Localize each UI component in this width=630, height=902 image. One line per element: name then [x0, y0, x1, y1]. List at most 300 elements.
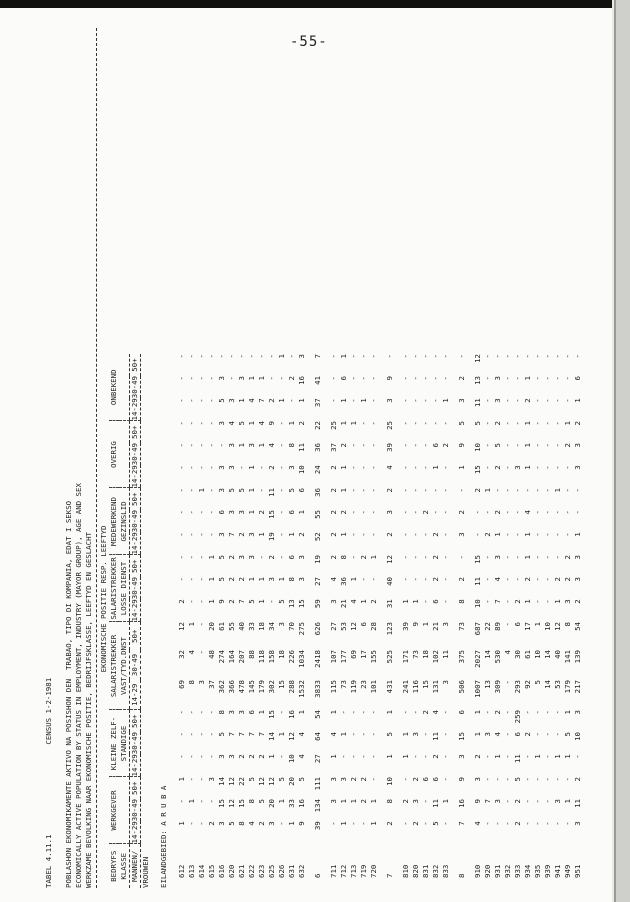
cell-value: - — [369, 376, 378, 381]
cell-value: - — [369, 732, 378, 737]
cell-value: - — [543, 777, 552, 782]
cell-value: - — [441, 488, 450, 493]
cell-value: 40 — [385, 577, 394, 586]
cell-value: 5 — [457, 421, 466, 426]
cell-value: 73 — [411, 650, 420, 659]
cell-value: 12 — [227, 777, 236, 786]
cell-value: 22 — [313, 421, 322, 430]
cell-value: - — [513, 376, 522, 381]
cell-value: - — [359, 532, 368, 537]
cell-value: - — [431, 354, 440, 359]
cell-value: - — [197, 599, 206, 604]
cell-value: 1 — [385, 754, 394, 759]
cell-value: - — [483, 510, 492, 515]
cell-value: - — [369, 510, 378, 515]
cell-value: - — [187, 577, 196, 582]
scan-right-edge — [614, 0, 630, 902]
cell-value: 1 — [177, 777, 186, 782]
table-row — [287, 354, 297, 888]
group-header: MEDEWERKEND — [109, 488, 119, 555]
cell-value: 8 — [217, 710, 226, 715]
cell-value: 4 — [385, 465, 394, 470]
cell-value: - — [503, 488, 512, 493]
cell-value: - — [197, 710, 206, 715]
cell-value: 2 — [329, 488, 338, 493]
cell-value: 3 — [573, 577, 582, 582]
cell-value: - — [359, 376, 368, 381]
cell-value: 2 — [267, 398, 276, 403]
cell-value: 1 — [563, 799, 572, 804]
cell-value: - — [543, 599, 552, 604]
cell-value: 302 — [267, 680, 276, 694]
cell-value: 1 — [421, 622, 430, 627]
cell-value: 3 — [267, 577, 276, 582]
cell-value: - — [187, 398, 196, 403]
cell-value: - — [553, 510, 562, 515]
cell-value: 3 — [473, 777, 482, 782]
cell-value: 2 — [457, 577, 466, 582]
cell-value: 17 — [359, 650, 368, 659]
cell-value: - — [411, 398, 420, 403]
cell-value: - — [287, 398, 296, 403]
cell-value: 3 — [385, 398, 394, 403]
cell-value: 3 — [237, 376, 246, 381]
cell-value: - — [197, 622, 206, 627]
cell-value: 2 — [237, 754, 246, 759]
industry-code: 951 — [573, 864, 582, 878]
cell-value: 2 — [267, 555, 276, 560]
cell-value: - — [237, 354, 246, 359]
cell-value: - — [359, 443, 368, 448]
cell-value: - — [503, 532, 512, 537]
age-header: 50+ — [130, 425, 139, 439]
cell-value: 11 — [441, 650, 450, 659]
cell-value: 309 — [493, 680, 502, 694]
cell-value: 3 — [237, 510, 246, 515]
age-header: 50+ — [130, 714, 139, 728]
cell-value: 3 — [329, 599, 338, 604]
cell-value: 3 — [339, 777, 348, 782]
cell-value: - — [533, 376, 542, 381]
cell-value: 107 — [329, 650, 338, 664]
cell-value: 293 — [513, 680, 522, 694]
cell-value: 10 — [287, 754, 296, 764]
cell-value: - — [197, 577, 206, 582]
table-row — [431, 354, 441, 888]
cell-value: 33 — [287, 799, 296, 808]
cell-value: 3 — [493, 376, 502, 381]
title-english: ECONOMICALLY ACTIVE POPULATION BY STATUS IN EMPLOYMENT, INDUSTRY (MAYOR GROUP), AGE AND SEX — [74, 483, 83, 888]
cell-value: 25 — [329, 421, 338, 430]
cell-value: - — [369, 443, 378, 448]
cell-value: 3 — [329, 777, 338, 782]
cell-value: - — [563, 777, 572, 782]
cell-value: 1 — [473, 710, 482, 715]
cell-value: 2 — [385, 821, 394, 826]
cell-value: - — [543, 577, 552, 582]
cell-value: 478 — [237, 680, 246, 694]
super-header: EKONOMISCHE POSITIE RESP. LEEFTYD — [99, 525, 108, 673]
cell-value: 171 — [401, 650, 410, 664]
cell-value: 13 — [473, 376, 482, 385]
table-row — [533, 354, 543, 888]
cell-value: - — [483, 465, 492, 470]
cell-value: - — [441, 732, 450, 737]
cell-value: 2 — [257, 754, 266, 759]
cell-value: 5 — [237, 488, 246, 493]
cell-value: 1 — [187, 622, 196, 627]
cell-value: - — [553, 398, 562, 403]
cell-value: 1 — [247, 465, 256, 470]
cell-value: 2 — [359, 777, 368, 782]
industry-code: 934 — [523, 864, 532, 878]
cell-value: 69 — [349, 650, 358, 659]
cell-value: 2 — [339, 510, 348, 515]
cell-value: - — [411, 555, 420, 560]
cell-value: - — [523, 799, 532, 804]
cell-value: 7 — [227, 532, 236, 537]
cell-value: 2 — [513, 599, 522, 604]
cell-value: 2 — [493, 421, 502, 426]
cell-value: 89 — [493, 622, 502, 631]
cell-value: 5 — [247, 777, 256, 782]
cell-value: 1 — [339, 354, 348, 359]
industry-code: 625 — [267, 864, 276, 878]
cell-value: 11 — [297, 443, 306, 452]
cell-value: 1 — [277, 398, 286, 403]
cell-value: 1 — [523, 421, 532, 426]
cell-value: 14 — [543, 680, 552, 689]
cell-value: - — [369, 354, 378, 359]
cell-value: 4 — [329, 577, 338, 582]
cell-value: 4 — [227, 421, 236, 426]
group-header: SALARISTREKKER — [109, 622, 119, 710]
cell-value: - — [177, 510, 186, 515]
cell-value: - — [503, 421, 512, 426]
industry-code: 931 — [493, 864, 502, 878]
cell-value: 115 — [329, 680, 338, 694]
cell-value: 8 — [457, 599, 466, 604]
table-row — [177, 354, 187, 888]
cell-value: 1 — [287, 421, 296, 426]
cell-value: 15 — [457, 732, 466, 741]
industry-code: 614 — [197, 864, 206, 878]
industry-code: 622 — [247, 864, 256, 878]
cell-value: 30 — [513, 650, 522, 659]
group-header: WERKGEVER — [109, 777, 119, 844]
cell-value: 1 — [207, 555, 216, 560]
cell-value: - — [329, 398, 338, 403]
cell-value: 3 — [483, 732, 492, 737]
industry-code: 719 — [359, 864, 368, 878]
cell-value: - — [349, 376, 358, 381]
cell-value: - — [187, 465, 196, 470]
cell-value: - — [563, 354, 572, 359]
industry-code: 621 — [237, 864, 246, 878]
cell-value: 24 — [313, 465, 322, 475]
cell-value: - — [277, 488, 286, 493]
cell-value: - — [277, 421, 286, 426]
cell-value: - — [349, 710, 358, 715]
cell-value: - — [349, 510, 358, 515]
cell-value: - — [441, 577, 450, 582]
cell-value: 2 — [563, 555, 572, 560]
cell-value: - — [421, 821, 430, 826]
cell-value: 118 — [257, 650, 266, 664]
cell-value: - — [329, 354, 338, 359]
cell-value: - — [359, 354, 368, 359]
cell-value: 5 — [473, 421, 482, 426]
cell-value: - — [411, 421, 420, 426]
cell-value: - — [523, 821, 532, 826]
cell-value: 2418 — [313, 650, 322, 668]
table-row — [217, 354, 227, 888]
cell-value: 1532 — [297, 680, 306, 698]
cell-value: 1 — [339, 421, 348, 426]
cell-value: 6 — [431, 599, 440, 604]
cell-value: - — [483, 421, 492, 426]
cell-value: - — [533, 421, 542, 426]
cell-value: - — [257, 354, 266, 359]
cell-value: - — [187, 376, 196, 381]
cell-value: - — [503, 443, 512, 448]
cell-value: 36 — [339, 577, 348, 586]
cell-value: - — [177, 465, 186, 470]
cell-value: - — [573, 488, 582, 493]
industry-code: 832 — [431, 864, 440, 878]
cell-value: 1 — [267, 754, 276, 759]
cell-value: 217 — [573, 680, 582, 694]
cell-value: 111 — [313, 777, 322, 791]
cell-value: 54 — [313, 710, 322, 719]
cell-value: 4 — [523, 510, 532, 515]
cell-value: 3 — [227, 465, 236, 470]
cell-value: - — [503, 680, 512, 685]
cell-value: 1 — [573, 532, 582, 537]
age-header: 50+ — [130, 492, 139, 506]
table-row — [339, 354, 349, 888]
cell-value: 2 — [421, 710, 430, 715]
table-title-row — [44, 28, 54, 888]
cell-value: - — [513, 398, 522, 403]
cell-value: 55 — [227, 622, 236, 631]
cell-value: 2 — [493, 465, 502, 470]
cell-value: 2 — [297, 421, 306, 426]
cell-value: - — [553, 732, 562, 737]
cell-value: - — [369, 532, 378, 537]
industry-code: 626 — [277, 864, 286, 878]
rotated-table-page — [44, 28, 584, 888]
cell-value: - — [359, 465, 368, 470]
cell-value: - — [349, 532, 358, 537]
table-row — [297, 354, 307, 888]
cell-value: - — [369, 754, 378, 759]
cell-value: - — [177, 555, 186, 560]
cell-value: - — [369, 777, 378, 782]
cell-value: 2 — [483, 532, 492, 537]
cell-value: - — [563, 465, 572, 470]
age-header: 14-29 — [130, 754, 139, 777]
subtotal-row — [457, 354, 467, 888]
cell-value: 3 — [217, 488, 226, 493]
cell-value: - — [197, 732, 206, 737]
cell-value: 274 — [217, 650, 226, 664]
cell-value: 15 — [267, 710, 276, 719]
cell-value: 3 — [207, 777, 216, 782]
cell-value: - — [441, 821, 450, 826]
cell-value: - — [277, 465, 286, 470]
cell-value: 2 — [247, 754, 256, 759]
industry-code: 632 — [297, 864, 306, 878]
cell-value: 1 — [177, 821, 186, 826]
cell-value: - — [197, 821, 206, 826]
cell-value: 3 — [227, 398, 236, 403]
cell-value: - — [177, 710, 186, 715]
cell-value: 6 — [431, 777, 440, 782]
cell-value: - — [349, 354, 358, 359]
cell-value: 5 — [533, 680, 542, 685]
cell-value: 2 — [431, 555, 440, 560]
scan-top-edge — [0, 0, 630, 8]
cell-value: - — [421, 443, 430, 448]
cell-value: 1 — [277, 732, 286, 737]
cell-value: - — [369, 465, 378, 470]
cell-value: 6 — [287, 510, 296, 515]
cell-value: 12 — [177, 622, 186, 631]
cell-value: - — [411, 488, 420, 493]
cell-value: - — [257, 555, 266, 560]
cell-value: 123 — [385, 622, 394, 636]
cell-value: 2 — [227, 577, 236, 582]
cell-value: - — [359, 421, 368, 426]
cell-value: 12 — [349, 622, 358, 631]
cell-value: - — [483, 443, 492, 448]
cell-value: - — [503, 510, 512, 515]
cell-value: 5 — [227, 488, 236, 493]
cell-value: 37 — [207, 680, 216, 689]
cell-value: 134 — [313, 799, 322, 813]
cell-value: - — [207, 510, 216, 515]
cell-value: 3 — [411, 732, 420, 737]
cell-value: 6 — [513, 622, 522, 627]
cell-value: 14 — [543, 650, 552, 659]
cell-value: 2 — [493, 510, 502, 515]
cell-value: 1 — [573, 398, 582, 403]
group-header — [119, 777, 130, 844]
cell-value: - — [277, 443, 286, 448]
cell-value: - — [401, 821, 410, 826]
cell-value: - — [257, 488, 266, 493]
cell-value: 20 — [287, 777, 296, 786]
cell-value: 131 — [431, 680, 440, 694]
cell-value: - — [503, 599, 512, 604]
cell-value: 6 — [421, 777, 430, 782]
cell-value: 5 — [257, 799, 266, 804]
cell-value: - — [177, 376, 186, 381]
cell-value: 1 — [257, 710, 266, 715]
cell-value: 431 — [385, 680, 394, 694]
cell-value: 2 — [563, 577, 572, 582]
cell-value: 40 — [553, 650, 562, 659]
cell-value: 155 — [369, 650, 378, 664]
cell-value: 687 — [473, 622, 482, 636]
cell-value: - — [533, 510, 542, 515]
cell-value: 7 — [237, 732, 246, 737]
cell-value: 12 — [257, 777, 266, 786]
cell-value: - — [401, 354, 410, 359]
cell-value: 1 — [257, 376, 266, 381]
cell-value: 1 — [187, 799, 196, 804]
cell-value: - — [513, 354, 522, 359]
cell-value: 3 — [493, 555, 502, 560]
cell-value: 158 — [267, 650, 276, 664]
cell-value: 3 — [217, 821, 226, 826]
group-header: OVERIG — [109, 421, 119, 488]
cell-value: 7 — [247, 732, 256, 737]
industry-code: 713 — [349, 864, 358, 878]
group-header: KLEINE ZELF- — [109, 710, 119, 777]
cell-value: 13 — [483, 680, 492, 689]
cell-value: 4 — [329, 732, 338, 737]
cell-value: - — [277, 710, 286, 715]
cell-value: 3 — [573, 710, 582, 715]
cell-value: 3 — [217, 465, 226, 470]
cell-value: 27 — [313, 577, 322, 586]
cell-value: 2 — [329, 465, 338, 470]
subtotal-row — [385, 354, 395, 888]
cell-value: 1 — [339, 532, 348, 537]
cell-value: 3 — [247, 443, 256, 448]
cell-value: 7 — [257, 732, 266, 737]
industry-code: 720 — [369, 864, 378, 878]
cell-value: - — [441, 710, 450, 715]
cell-value: - — [483, 376, 492, 381]
cell-value: 3 — [411, 799, 420, 804]
cell-value: 8 — [247, 799, 256, 804]
cell-value: - — [441, 555, 450, 560]
cell-value: 73 — [457, 622, 466, 631]
cell-value: - — [503, 398, 512, 403]
cell-value: - — [197, 443, 206, 448]
cell-value: 61 — [523, 650, 532, 659]
cell-value: 15 — [267, 510, 276, 519]
cell-value: 177 — [339, 650, 348, 664]
cell-value: 141 — [563, 650, 572, 664]
cell-value: 34 — [267, 622, 276, 631]
table-wrap — [99, 28, 582, 888]
cell-value: - — [197, 398, 206, 403]
cell-value: 1 — [385, 710, 394, 715]
cell-value: 37 — [313, 398, 322, 408]
cell-value: - — [197, 532, 206, 537]
cell-value: 1 — [359, 398, 368, 403]
cell-value: - — [513, 421, 522, 426]
cell-value: - — [401, 532, 410, 537]
cell-value: 2 — [431, 577, 440, 582]
cell-value: 37 — [329, 443, 338, 452]
industry-code: 820 — [411, 864, 420, 878]
cell-value: 25 — [385, 421, 394, 430]
cell-value: 10 — [473, 443, 482, 452]
cell-value: 3 — [217, 754, 226, 759]
cell-value: - — [533, 532, 542, 537]
cell-value: - — [483, 821, 492, 826]
cell-value: 1 — [401, 754, 410, 759]
cell-value: - — [401, 376, 410, 381]
cell-value: - — [257, 465, 266, 470]
cell-value: - — [553, 821, 562, 826]
cell-value: 3 — [217, 532, 226, 537]
